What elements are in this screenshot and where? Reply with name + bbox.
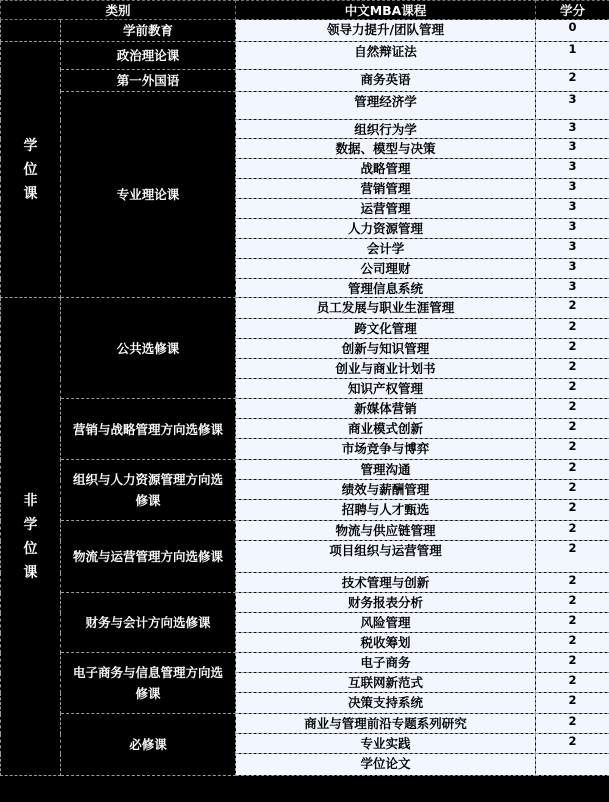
course-name: 领导力提升/团队管理 bbox=[236, 20, 536, 42]
course-credit: 3 bbox=[536, 120, 609, 139]
subcategory-label: 第一外国语 bbox=[61, 70, 236, 92]
section-label-degree bbox=[1, 42, 61, 298]
course-name: 商业与管理前沿专题系列研究 bbox=[236, 714, 536, 734]
course-name: 项目组织与运营管理 bbox=[236, 541, 536, 573]
table-row bbox=[1, 593, 609, 613]
section-label-text: 学位课 bbox=[23, 137, 38, 202]
subcategory-label: 必修课 bbox=[61, 714, 236, 776]
course-name: 战略管理 bbox=[236, 159, 536, 179]
course-credit: 2 bbox=[536, 613, 609, 633]
table-body bbox=[1, 20, 609, 776]
subcategory-label: 物流与运营管理方向选修课 bbox=[61, 521, 236, 593]
table-row bbox=[1, 653, 609, 673]
course-name: 管理经济学 bbox=[236, 92, 536, 120]
course-name: 营销管理 bbox=[236, 179, 536, 199]
course-credit: 3 bbox=[536, 179, 609, 199]
course-name: 财务报表分析 bbox=[236, 593, 536, 613]
course-credit: 1 bbox=[536, 42, 609, 70]
subcategory-label: 学前教育 bbox=[61, 20, 236, 42]
course-credit: 2 bbox=[536, 734, 609, 754]
course-name: 员工发展与职业生涯管理 bbox=[236, 298, 536, 319]
category-blank-cell bbox=[1, 20, 61, 42]
course-name: 创业与商业计划书 bbox=[236, 359, 536, 379]
subcategory-label: 公共选修课 bbox=[61, 298, 236, 399]
subcategory-label: 电子商务与信息管理方向选修课 bbox=[61, 653, 236, 714]
course-credit: 2 bbox=[536, 339, 609, 359]
course-name: 商业模式创新 bbox=[236, 419, 536, 439]
course-credit: 2 bbox=[536, 521, 609, 541]
table-row bbox=[1, 521, 609, 541]
course-credit: 2 bbox=[536, 359, 609, 379]
course-name: 组织行为学 bbox=[236, 120, 536, 139]
table-header-row bbox=[1, 1, 609, 20]
course-credit: 2 bbox=[536, 70, 609, 92]
subcategory-label: 专业理论课 bbox=[61, 92, 236, 298]
course-credit: 2 bbox=[536, 319, 609, 339]
course-credit: 3 bbox=[536, 159, 609, 179]
course-credit: 2 bbox=[536, 419, 609, 439]
course-credit: 2 bbox=[536, 653, 609, 673]
course-credit: 3 bbox=[536, 199, 609, 219]
course-credit: 3 bbox=[536, 239, 609, 259]
course-credit: 2 bbox=[536, 298, 609, 319]
table-row bbox=[1, 714, 609, 734]
course-name: 会计学 bbox=[236, 239, 536, 259]
section-label-nondegree bbox=[1, 298, 61, 776]
subcategory-label: 营销与战略管理方向选修课 bbox=[61, 399, 236, 460]
course-name: 公司理财 bbox=[236, 259, 536, 279]
table-row bbox=[1, 20, 609, 42]
course-credit: 2 bbox=[536, 593, 609, 613]
course-name: 运营管理 bbox=[236, 199, 536, 219]
course-credit: 3 bbox=[536, 259, 609, 279]
table-row bbox=[1, 70, 609, 92]
course-name: 人力资源管理 bbox=[236, 219, 536, 239]
header-course: 中文MBA课程 bbox=[236, 1, 536, 20]
course-credit bbox=[536, 754, 609, 776]
course-credit: 3 bbox=[536, 279, 609, 298]
course-name: 风险管理 bbox=[236, 613, 536, 633]
course-name: 电子商务 bbox=[236, 653, 536, 673]
course-name: 互联网新范式 bbox=[236, 673, 536, 693]
course-name: 招聘与人才甄选 bbox=[236, 500, 536, 521]
course-name: 商务英语 bbox=[236, 70, 536, 92]
table-row bbox=[1, 92, 609, 120]
course-credit: 2 bbox=[536, 480, 609, 500]
course-name: 专业实践 bbox=[236, 734, 536, 754]
course-credit: 2 bbox=[536, 573, 609, 593]
header-credit: 学分 bbox=[536, 1, 609, 20]
course-credit: 2 bbox=[536, 633, 609, 653]
table-row bbox=[1, 42, 609, 70]
course-credit: 2 bbox=[536, 399, 609, 419]
course-credit: 0 bbox=[536, 20, 609, 42]
course-credit: 2 bbox=[536, 693, 609, 714]
course-name: 创新与知识管理 bbox=[236, 339, 536, 359]
course-name: 新媒体营销 bbox=[236, 399, 536, 419]
header-category: 类别 bbox=[1, 1, 236, 20]
course-name: 自然辩证法 bbox=[236, 42, 536, 70]
course-credit: 3 bbox=[536, 92, 609, 120]
course-name: 跨文化管理 bbox=[236, 319, 536, 339]
course-credit: 2 bbox=[536, 460, 609, 480]
subcategory-label: 政治理论课 bbox=[61, 42, 236, 70]
section-label-text: 非学位课 bbox=[23, 492, 38, 581]
table-row bbox=[1, 399, 609, 419]
course-name: 绩效与薪酬管理 bbox=[236, 480, 536, 500]
course-name: 市场竞争与博弈 bbox=[236, 439, 536, 460]
table-row bbox=[1, 460, 609, 480]
course-credit: 3 bbox=[536, 139, 609, 159]
course-name: 决策支持系统 bbox=[236, 693, 536, 714]
course-name: 税收筹划 bbox=[236, 633, 536, 653]
course-credit: 2 bbox=[536, 439, 609, 460]
course-credit: 2 bbox=[536, 379, 609, 399]
course-name: 管理沟通 bbox=[236, 460, 536, 480]
course-credit: 2 bbox=[536, 714, 609, 734]
table-row bbox=[1, 298, 609, 319]
course-name: 管理信息系统 bbox=[236, 279, 536, 298]
course-name: 技术管理与创新 bbox=[236, 573, 536, 593]
course-credit: 3 bbox=[536, 219, 609, 239]
course-name: 数据、模型与决策 bbox=[236, 139, 536, 159]
course-credit: 2 bbox=[536, 541, 609, 573]
subcategory-label: 组织与人力资源管理方向选修课 bbox=[61, 460, 236, 521]
course-credit: 2 bbox=[536, 673, 609, 693]
course-name: 物流与供应链管理 bbox=[236, 521, 536, 541]
subcategory-label: 财务与会计方向选修课 bbox=[61, 593, 236, 653]
course-credit: 2 bbox=[536, 500, 609, 521]
bottom-bar bbox=[0, 780, 609, 802]
course-name: 知识产权管理 bbox=[236, 379, 536, 399]
course-name: 学位论文 bbox=[236, 754, 536, 776]
